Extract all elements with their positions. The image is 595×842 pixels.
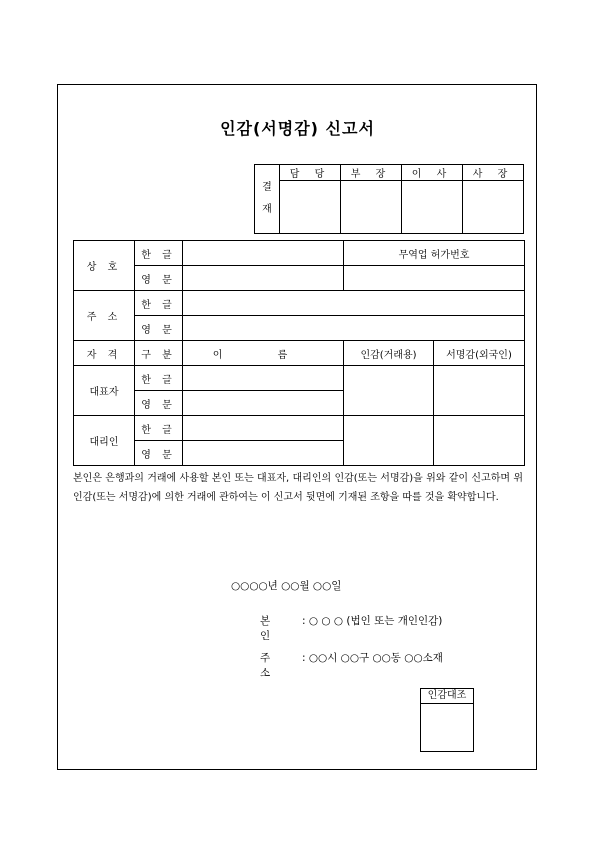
- approval-header-president: 사 장: [463, 165, 524, 181]
- trade-license-label: 무역업 허가번호: [344, 241, 525, 266]
- principal-label: 본 인: [260, 615, 285, 642]
- representative-label: 대표자: [74, 366, 135, 416]
- representative-signature-seal[interactable]: [434, 366, 525, 416]
- approval-sign-president[interactable]: [463, 181, 524, 234]
- approval-box: [254, 164, 524, 234]
- representative-trade-seal[interactable]: [344, 366, 434, 416]
- seal-check-label: 인감대조: [421, 689, 473, 704]
- address-english-field[interactable]: [183, 316, 525, 341]
- approval-label-top: 결: [262, 182, 272, 193]
- trade-license-field[interactable]: [344, 266, 525, 291]
- korean-label: 한 글: [135, 291, 183, 316]
- pledge-text: 본인은 은행과의 거래에 사용할 본인 또는 대표자, 대리인의 인감(또는 서명감)을 위와 같이 신고하며 위 인감(또는 서명감)에 의한 거래에 관하여는 이 신고서 뒷면에 기재된 조항을 따를 것을 확약합니다.: [73, 473, 523, 503]
- korean-label: 한 글: [135, 416, 183, 441]
- company-korean-field[interactable]: [183, 241, 344, 266]
- date-line: ○○○○년 ○○월 ○○일: [231, 580, 342, 592]
- agent-signature-seal[interactable]: [434, 416, 525, 466]
- approval-label-bottom: 재: [262, 204, 272, 215]
- registration-table: [73, 240, 525, 466]
- english-label: 영 문: [135, 316, 183, 341]
- seal-signature-header: 서명감(외국인): [434, 341, 525, 366]
- seal-trade-header: 인감(거래용): [344, 341, 434, 366]
- approval-label: [255, 165, 280, 234]
- agent-korean-name[interactable]: [183, 416, 344, 441]
- approval-sign-executive[interactable]: [402, 181, 463, 234]
- representative-english-name[interactable]: [183, 391, 344, 416]
- agent-english-name[interactable]: [183, 441, 344, 466]
- address-label: 주 소: [74, 291, 135, 341]
- approval-header-manager: 담 당: [280, 165, 341, 181]
- english-label: 영 문: [135, 441, 183, 466]
- company-english-field[interactable]: [183, 266, 344, 291]
- principal-value: : ○ ○ ○ (법인 또는 개인인감): [302, 615, 443, 627]
- address-line-label: 주 소: [260, 652, 285, 679]
- agent-trade-seal[interactable]: [344, 416, 434, 466]
- english-label: 영 문: [135, 391, 183, 416]
- approval-header-executive: 이 사: [402, 165, 463, 181]
- company-label: 상 호: [74, 241, 135, 291]
- agent-label: 대리인: [74, 416, 135, 466]
- address-line-value: : ○○시 ○○구 ○○동 ○○소재: [302, 652, 443, 664]
- korean-label: 한 글: [135, 366, 183, 391]
- approval-sign-manager[interactable]: [280, 181, 341, 234]
- category-header: 구 분: [135, 341, 183, 366]
- page-title: 인감(서명감) 신고서: [220, 119, 375, 138]
- korean-label: 한 글: [135, 241, 183, 266]
- approval-header-director: 부 장: [341, 165, 402, 181]
- approval-sign-director[interactable]: [341, 181, 402, 234]
- english-label: 영 문: [135, 266, 183, 291]
- qualification-header: 자 격: [74, 341, 135, 366]
- name-header: 이 름: [183, 341, 344, 366]
- address-korean-field[interactable]: [183, 291, 525, 316]
- representative-korean-name[interactable]: [183, 366, 344, 391]
- seal-check-box[interactable]: [420, 688, 474, 752]
